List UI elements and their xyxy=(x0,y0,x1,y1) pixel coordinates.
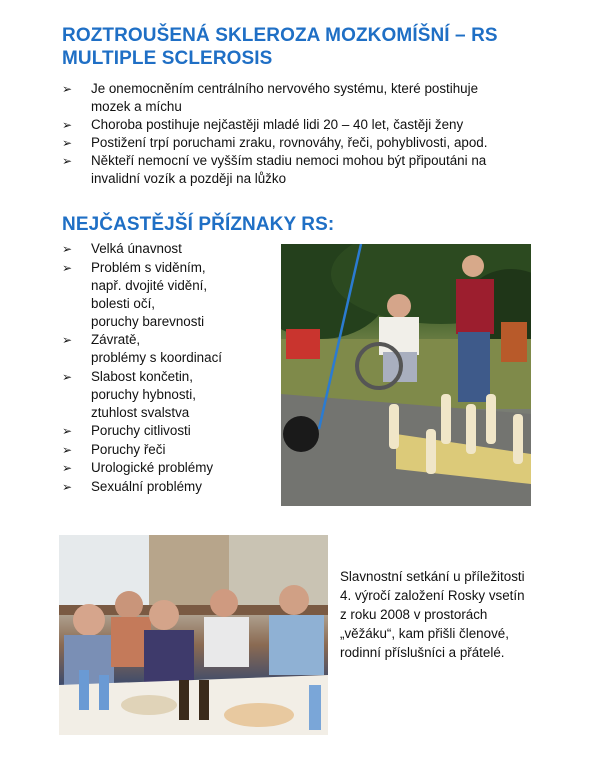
arrow-bullet-icon: ➢ xyxy=(62,442,73,457)
celebration-photo-illustration xyxy=(59,535,328,735)
list-item: ➢ Závratě, problémy s koordinací xyxy=(62,332,222,365)
list-item: ➢ Velká únavnost xyxy=(62,241,182,256)
list-item: ➢ Poruchy řeči xyxy=(62,441,166,457)
list-item: ➢ Slabost končetin, poruchy hybnosti, ztuhlost svalstva xyxy=(62,368,196,420)
list-item: ➢ Problém s viděním, např. dvojité vidění, bolesti očí, poruchy barevnosti xyxy=(62,259,208,329)
symptoms-list xyxy=(60,240,280,496)
celebration-photo xyxy=(59,535,328,735)
arrow-bullet-icon: ➢ xyxy=(62,333,73,347)
list-item: ➢ Choroba postihuje nejčastěji mladé lidi 20 – 40 let, častěji ženy xyxy=(62,117,464,132)
arrow-bullet-icon: ➢ xyxy=(62,369,73,384)
arrow-bullet-icon: ➢ xyxy=(62,479,73,494)
arrow-bullet-icon: ➢ xyxy=(62,424,73,438)
list-item: ➢ Je onemocněním centrálního nervového systému, které postihuje mozek a míchu xyxy=(62,81,479,114)
arrow-bullet-icon: ➢ xyxy=(62,82,73,96)
symptoms-heading: NEJČASTĚJŠÍ PŘÍZNAKY RS: xyxy=(62,214,335,235)
page-title: ROZTROUŠENÁ SKLEROZA MOZKOMÍŠNÍ – RS xyxy=(62,25,498,46)
page-subtitle: MULTIPLE SCLEROSIS xyxy=(62,48,273,69)
arrow-bullet-icon: ➢ xyxy=(62,136,73,150)
arrow-bullet-icon: ➢ xyxy=(62,118,73,132)
list-item: ➢ Postižení trpí poruchami zraku, rovnováhy, řeči, pohyblivosti, apod. xyxy=(62,135,488,150)
arrow-bullet-icon: ➢ xyxy=(62,154,73,168)
bowling-photo xyxy=(281,244,531,506)
bowling-photo-illustration xyxy=(281,244,531,506)
list-item: ➢ Urologické problémy xyxy=(62,460,214,475)
arrow-bullet-icon: ➢ xyxy=(62,242,73,256)
list-item: ➢ Poruchy citlivosti xyxy=(62,423,191,438)
arrow-bullet-icon: ➢ xyxy=(62,461,73,475)
list-item: ➢ Sexuální problémy xyxy=(62,478,202,494)
intro-list xyxy=(60,80,550,188)
arrow-bullet-icon: ➢ xyxy=(62,260,73,275)
list-item: ➢ Někteří nemocní ve vyšším stadiu nemoci mohou být připoutáni na invalidní vozík a později na lůžko xyxy=(62,153,487,186)
photo-caption: Slavnostní setkání u příležitosti 4. výročí založení Rosky vsetín z roku 2008 v prostorách „věžáku“, kam přišli členové, rodinní příslušníci a přátelé. xyxy=(340,569,525,660)
